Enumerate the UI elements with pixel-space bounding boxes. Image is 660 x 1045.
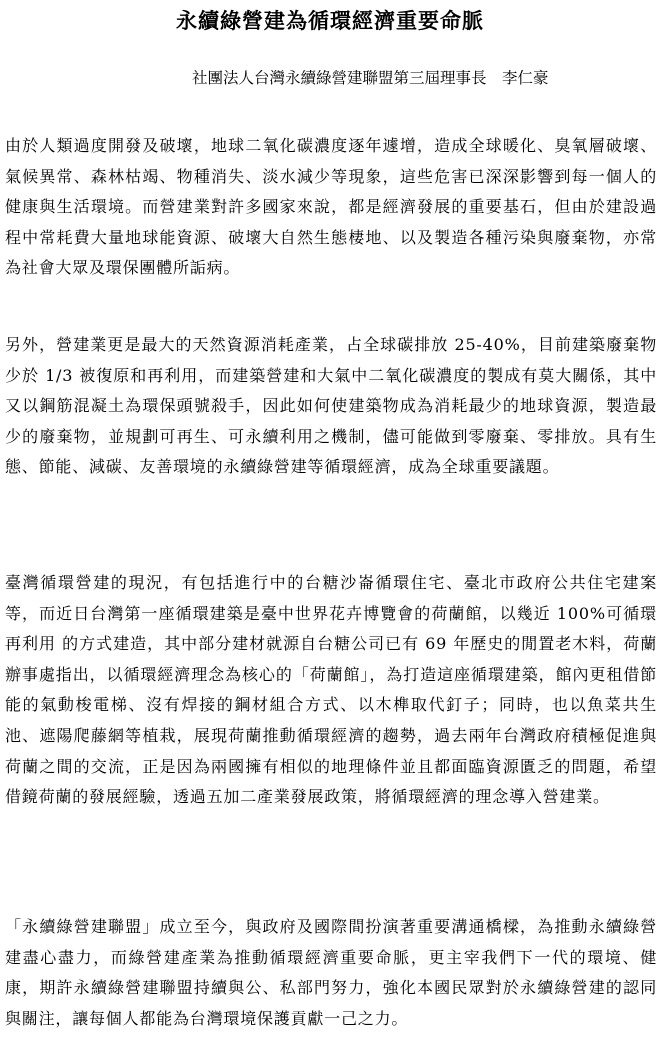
paragraph-1: 由於人類過度開發及破壞，地球二氧化碳濃度逐年遽增，造成全球暖化、臭氧層破壞、氣候異常、森林枯竭、物種消失、淡水減少等現象，這些危害已深深影響到每一個人的健康與生活環境。而營建業對許多國家來說，都是經濟發展的重要基石，但由於建設過程中常耗費大量地球能資源、破壞大自然生態棲地、以及製造各種污染與廢棄物，亦常為社會大眾及環保團體所詬病。 [5,136,657,278]
author-line: 社團法人台灣永續綠營建聯盟第三屆理事長 李仁豪 [192,69,549,87]
paragraph-4: 「永續綠營建聯盟」成立至今，與政府及國際間扮演著重要溝通橋樑，為推動永續綠營建盡心盡力，而綠營建產業為推動循環經濟重要命脈，更主宰我們下一代的環境、健康，期許永續綠營建聯盟持續與公、私部門努力，強化本國民眾對於永續綠營建的認同與關注，讓每個人都能為台灣環境保護貢獻一己之力。 [5,917,657,1028]
paragraph-3: 臺灣循環營建的現況，有包括進行中的台糖沙崙循環住宅、臺北市政府公共住宅建案等，而近日台灣第一座循環建築是臺中世界花卉博覽會的荷蘭館，以幾近 100%可循環再利用 的方式建造，其中部分建材就源自台糖公司已有 69 年歷史的閒置老木料，荷蘭辦事處指出，以循環經濟理念為核心的「荷蘭館」，為打造這座循環建築，館內更租借節能的氣動梭電梯、沒有焊接的鋼材組合方式、以木榫取代釘子；同時，也以魚菜共生池、遮陽爬藤網等植栽，展現荷蘭推動循環經濟的趨勢，過去兩年台灣政府積極促進與荷蘭之間的交流，正是因為兩國擁有相似的地理條件並且都面臨資源匱乏的問題，希望借鏡荷蘭的發展經驗，透過五加二產業發展政策，將循環經濟的理念導入營建業。 [5,573,657,807]
document-title: 永續綠營建為循環經濟重要命脈 [176,8,484,33]
paragraph-2: 另外，營建業更是最大的天然資源消耗產業，占全球碳排放 25-40%，目前建築廢棄物少於 1/3 被復原和再利用，而建築營建和大氣中二氧化碳濃度的製成有莫大關係，其中又以鋼筋混凝土為環保頭號殺手，因此如何使建築物成為消耗最少的地球資源，製造最少的廢棄物，並規劃可再生、可永續利用之機制，儘可能做到零廢棄、零排放。具有生態、節能、減碳、友善環境的永續綠營建等循環經濟，成為全球重要議題。 [5,335,657,477]
